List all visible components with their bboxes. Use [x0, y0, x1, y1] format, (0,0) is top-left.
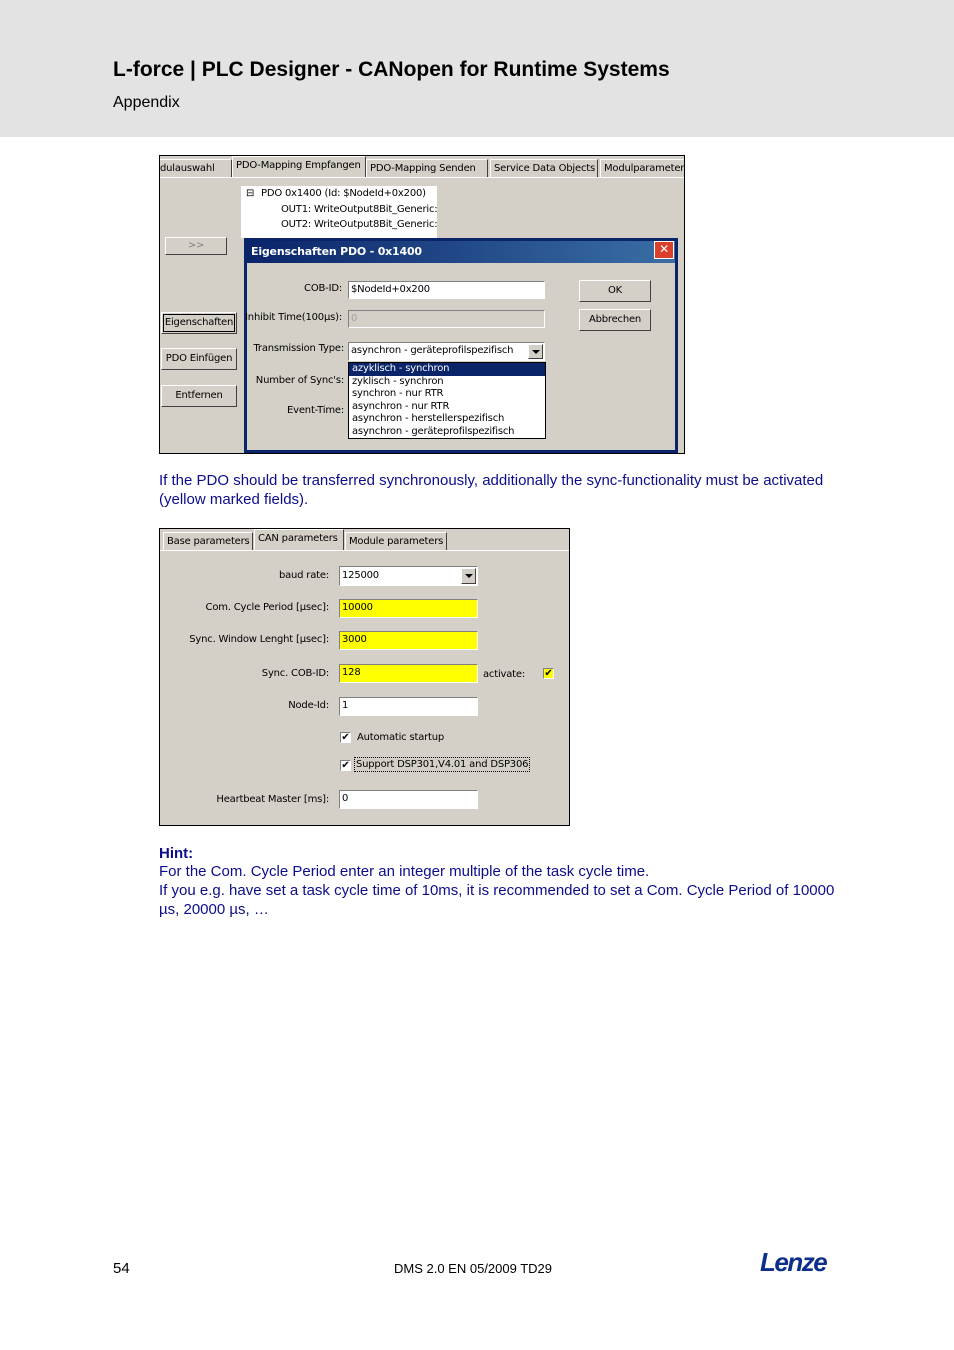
sync-window-input[interactable]: 3000: [339, 631, 478, 650]
baud-rate-label: baud rate:: [278, 570, 329, 581]
activate-checkbox[interactable]: ✔: [544, 668, 553, 679]
ok-button[interactable]: OK: [579, 280, 651, 302]
baud-rate-select[interactable]: [339, 566, 478, 586]
event-time-label: Event-Time:: [287, 405, 344, 416]
dialog-title: Eigenschaften PDO - 0x1400: [247, 241, 675, 263]
baud-rate-value: 125000: [342, 570, 379, 581]
option-asynchron-geraeteprofilspezifisch[interactable]: asynchron - geräteprofilspezifisch: [352, 425, 515, 437]
option-asynchron-nur-rtr[interactable]: asynchron - nur RTR: [352, 400, 450, 412]
tab-base-parameters[interactable]: Base parameters: [163, 532, 253, 550]
document-reference: DMS 2.0 EN 05/2009 TD29: [394, 1261, 553, 1276]
transmission-type-label: Transmission Type:: [253, 343, 344, 354]
tab-divider: [160, 177, 684, 178]
tab-modulparameter[interactable]: Modulparameter: [600, 159, 685, 177]
node-id-label: Node-Id:: [288, 700, 329, 711]
com-cycle-label: Com. Cycle Period [µsec]:: [205, 602, 329, 613]
section-label: Appendix: [113, 94, 180, 111]
move-right-button[interactable]: >>: [165, 237, 227, 255]
hint-line-2: If you e.g. have set a task cycle time of 10ms, it is recommended to set a Com. Cycle Period of 10000 µs, 20000 µs, …: [159, 882, 835, 918]
tab-bar: [160, 156, 684, 178]
cob-id-input[interactable]: $NodeId+0x200: [348, 281, 545, 299]
tab-can-parameters[interactable]: CAN parameters: [254, 529, 344, 551]
node-id-input[interactable]: 1: [339, 697, 478, 716]
pdo-tree[interactable]: [241, 186, 437, 238]
sync-cob-id-input[interactable]: 128: [339, 664, 478, 683]
dialog-body: [247, 263, 675, 450]
com-cycle-input[interactable]: 10000: [339, 599, 478, 618]
option-synchron-nur-rtr[interactable]: synchron - nur RTR: [352, 388, 444, 400]
tab-divider: [160, 550, 569, 551]
document-title: L-force | PLC Designer - CANopen for Runtime Systems: [113, 58, 670, 81]
activate-label: activate:: [483, 669, 526, 680]
hint-title: Hint:: [159, 845, 194, 862]
tree-expander-icon[interactable]: ⊟: [246, 188, 255, 199]
sync-count-label: Number of Sync's:: [255, 375, 344, 386]
sync-window-label: Sync. Window Lenght [µsec]:: [189, 634, 329, 645]
option-azyklisch-synchron[interactable]: azyklisch - synchron: [349, 363, 545, 376]
tree-item-out1[interactable]: OUT1: WriteOutput8Bit_Generic:: [281, 204, 438, 215]
hint-body: [159, 862, 849, 919]
sync-caption: If the PDO should be transferred synchronously, additionally the sync-functionality must be activated (yellow marked fields).: [159, 472, 824, 508]
automatic-startup-checkbox[interactable]: ✔: [341, 732, 350, 743]
transmission-type-options[interactable]: [348, 362, 546, 439]
tab-pdo-mapping-senden[interactable]: PDO-Mapping Senden: [366, 159, 488, 177]
tree-item-out2[interactable]: OUT2: WriteOutput8Bit_Generic:: [281, 219, 438, 230]
hint-line-1: For the Com. Cycle Period enter an integer multiple of the task cycle time.: [159, 863, 650, 880]
transmission-type-select[interactable]: [348, 342, 545, 361]
pdo-einfuegen-button[interactable]: PDO Einfügen: [161, 348, 237, 370]
eigenschaften-button[interactable]: Eigenschaften: [161, 312, 237, 334]
lenze-logo: Lenze: [760, 1247, 827, 1277]
chevron-down-icon[interactable]: [528, 344, 543, 359]
eigenschaften-pdo-dialog: [244, 238, 678, 453]
tab-bar: [160, 529, 569, 551]
tab-module-parameters[interactable]: Module parameters: [345, 532, 447, 550]
heartbeat-label: Heartbeat Master [ms]:: [216, 794, 329, 805]
sync-cob-id-label: Sync. COB-ID:: [261, 668, 329, 679]
abbrechen-button[interactable]: Abbrechen: [579, 309, 651, 331]
option-asynchron-herstellerspezifisch[interactable]: asynchron - herstellerspezifisch: [352, 413, 505, 425]
entfernen-button[interactable]: Entfernen: [161, 385, 237, 407]
tab-pdo-mapping-empfangen[interactable]: PDO-Mapping Empfangen: [232, 156, 366, 178]
tab-service-data-objects[interactable]: Service Data Objects: [490, 159, 598, 177]
inhibit-time-label: Inhibit Time(100µs):: [245, 312, 342, 323]
option-zyklisch-synchron[interactable]: zyklisch - synchron: [352, 375, 444, 387]
heartbeat-input[interactable]: 0: [339, 790, 478, 809]
chevron-down-icon[interactable]: [461, 568, 476, 584]
support-dsp-label: Support DSP301,V4.01 and DSP306: [356, 759, 529, 770]
automatic-startup-label: Automatic startup: [357, 732, 445, 743]
tree-item-pdo[interactable]: PDO 0x1400 (Id: $NodeId+0x200): [261, 188, 426, 199]
page-number: 54: [113, 1260, 130, 1277]
pdo-mapping-screenshot: [159, 155, 685, 454]
cob-id-label: COB-ID:: [304, 283, 342, 294]
inhibit-time-input: 0: [348, 310, 545, 328]
can-parameters-screenshot: [159, 528, 570, 826]
tab-modulauswahl[interactable]: dulauswahl: [159, 159, 232, 177]
close-icon[interactable]: ✕: [654, 241, 674, 259]
support-dsp-checkbox[interactable]: ✔: [341, 760, 350, 771]
transmission-type-value: asynchron - geräteprofilspezifisch: [351, 345, 514, 356]
